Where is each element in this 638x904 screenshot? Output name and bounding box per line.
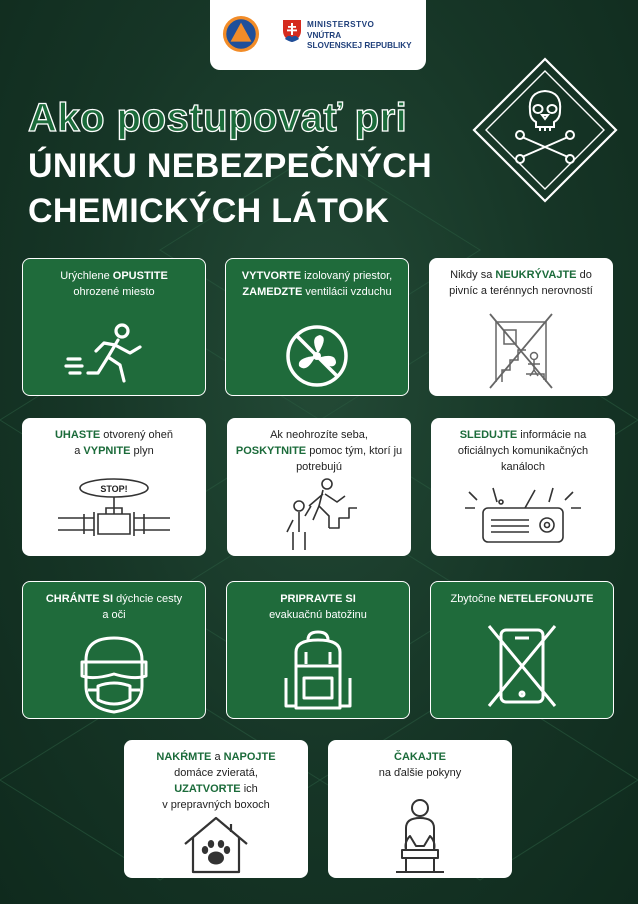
card-text: ventilácii vzduchu — [302, 286, 392, 298]
card-text: dýchcie cesty — [113, 593, 183, 605]
card-gas-fire — [22, 418, 206, 556]
ministry-line3: SLOVENSKEJ REPUBLIKY — [307, 41, 412, 50]
title-line2: ÚNIKU NEBEZPEČNÝCH — [28, 147, 432, 185]
card-text: Urýchlene — [60, 270, 113, 282]
card-text: v prepravných boxoch — [162, 799, 270, 811]
card-text: Nikdy sa — [450, 269, 496, 281]
card-bold: UHASTE — [54, 429, 101, 441]
pet-house-icon — [181, 814, 251, 876]
card-text: pomoc tým, ktorí ju potrebujú — [296, 445, 403, 473]
card-text: do pivníc a terénnych nerovností — [449, 269, 593, 297]
card-bold: SLEDUJTE — [459, 429, 518, 441]
card-text: ohrozené miesto — [73, 286, 155, 298]
card-text: otvorený oheň — [100, 429, 173, 441]
card-bold: POSKYTNITE — [235, 445, 307, 457]
card-text: ich — [240, 783, 258, 795]
card-do-not-hide-basement — [429, 258, 613, 396]
gas-valve-stop-icon — [54, 474, 174, 546]
card-bold: CHRÁNTE SI — [45, 593, 114, 605]
ministry-line1: MINISTERSTVO — [307, 20, 375, 29]
card-text: a — [74, 445, 84, 457]
card-provide-help — [227, 418, 411, 556]
ministry-line2: VNÚTRA — [307, 30, 342, 40]
card-bold: PRIPRAVTE SI — [280, 593, 356, 605]
logo-header — [210, 0, 426, 70]
backpack-icon — [278, 628, 358, 714]
card-isolate-room — [225, 258, 409, 396]
card-follow-news — [431, 418, 615, 556]
title-line1: Ako postupovať pri — [28, 96, 408, 140]
card-bold: NETELEFONUJTE — [498, 593, 594, 605]
ministry-name — [307, 20, 412, 52]
card-protect-airways — [22, 581, 206, 719]
card-bold: ČAKAJTE — [394, 751, 446, 763]
card-bold: UZATVORTE — [174, 783, 241, 795]
card-text: informácie na oficiálnych komunikačných kanáloch — [457, 429, 589, 473]
card-bold: NEUKRÝVAJTE — [495, 269, 577, 281]
helping-hand-icon — [279, 476, 359, 552]
mask-goggles-icon — [76, 634, 152, 714]
title-line3: CHEMICKÝCH LÁTOK — [28, 192, 390, 230]
seated-person-waiting-icon — [380, 796, 460, 876]
card-bold: ZAMEDZTE — [242, 286, 303, 298]
card-wait — [328, 740, 512, 878]
radio-icon — [463, 484, 583, 546]
running-person-icon — [64, 321, 164, 387]
card-bold: OPUSTITE — [112, 270, 168, 282]
card-text: na ďalšie pokyny — [378, 767, 462, 779]
card-bold: NAKŔMTE — [156, 751, 212, 763]
card-bold: VYPNITE — [83, 445, 131, 457]
card-text: Ak neohrozíte seba, — [270, 429, 368, 441]
card-text: plyn — [130, 445, 154, 457]
card-no-phone — [430, 581, 614, 719]
stop-sign-label: STOP! — [100, 484, 128, 494]
card-text: evakuačnú batožinu — [269, 609, 367, 621]
card-bold: NAPOJTE — [223, 751, 276, 763]
no-ventilation-icon — [284, 323, 350, 389]
card-prepare-bag — [226, 581, 410, 719]
toxic-hazard-diamond-icon — [470, 55, 620, 205]
card-text: izolovaný priestor, — [301, 270, 393, 282]
card-text: a — [211, 751, 224, 763]
no-basement-icon — [486, 310, 556, 390]
civil-protection-logo-icon — [222, 15, 260, 53]
card-text: a oči — [102, 609, 126, 621]
card-bold: VYTVORTE — [241, 270, 302, 282]
card-leave-area — [22, 258, 206, 396]
slovak-coat-of-arms-icon — [282, 19, 302, 43]
card-text: domáce zvieratá, — [174, 767, 258, 779]
card-text: Zbytočne — [450, 593, 499, 605]
no-phone-icon — [487, 622, 557, 708]
card-pets — [124, 740, 308, 878]
